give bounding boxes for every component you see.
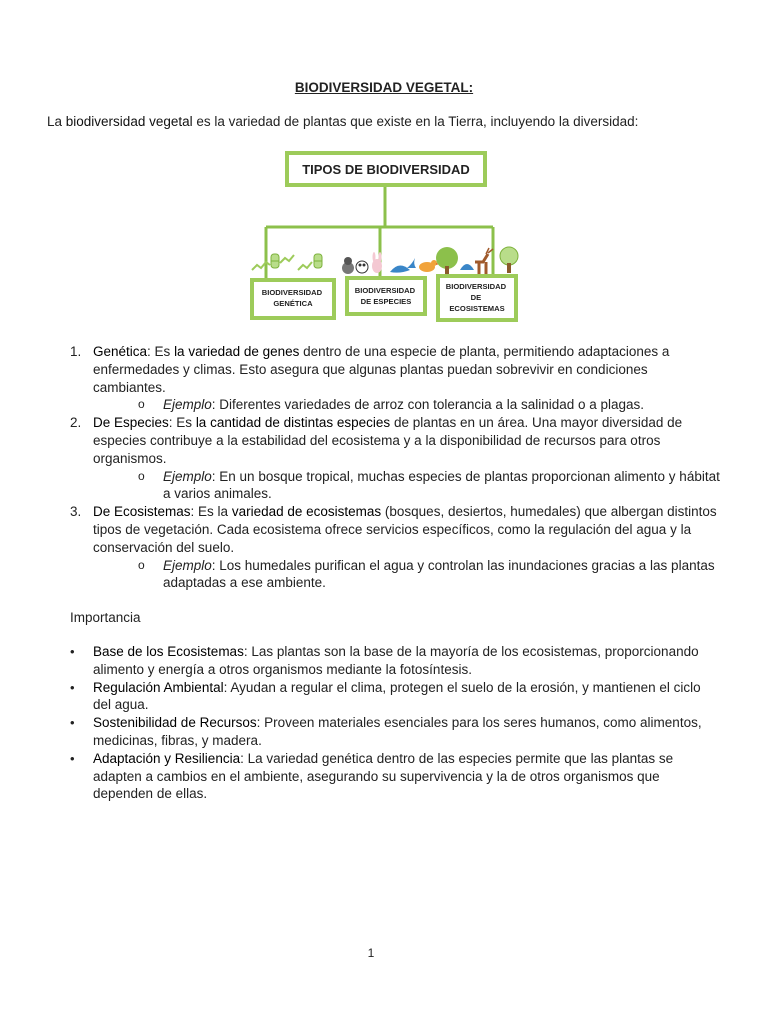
box-especies-line2: DE ESPECIES	[360, 297, 412, 306]
importance-item	[70, 714, 720, 750]
type-highlight: la cantidad de distintas especies	[195, 415, 391, 431]
type-sep: : Es	[147, 344, 175, 359]
intro-pre: La	[47, 114, 66, 129]
importance-term: Sostenibilidad de Recursos	[93, 715, 257, 731]
box-genetica-line2: GENÉTICA	[273, 299, 313, 308]
diagram-graphic	[250, 150, 520, 322]
importance-heading: Importancia	[70, 610, 141, 625]
document-title: BIODIVERSIDAD VEGETAL:	[294, 80, 474, 95]
bullet-marker: •	[70, 644, 75, 659]
example-label: Ejemplo	[163, 397, 212, 413]
type-term: Genética	[93, 344, 148, 359]
intro-term: biodiversidad vegetal	[65, 114, 193, 129]
type-highlight: la variedad de genes	[174, 344, 300, 359]
type-number: 2.	[70, 415, 82, 431]
example-marker: o	[138, 397, 145, 412]
example-item	[93, 557, 720, 593]
example-label: Ejemplo	[163, 557, 212, 573]
box-ecosistemas-line3: ECOSISTEMAS	[449, 304, 505, 313]
diagram-title: TIPOS DE BIODIVERSIDAD	[302, 162, 470, 177]
bullet-marker: •	[70, 715, 75, 731]
type-number: 3.	[70, 504, 82, 520]
importance-text: : Las plantas son la base de la mayoría de los ecosistemas, proporcionando alimento y energía a otros organismos mediante la fotosíntesis.	[93, 644, 699, 677]
importance-item	[70, 643, 720, 679]
type-highlight: variedad de ecosistemas	[231, 504, 382, 520]
bullet-marker: •	[70, 750, 75, 766]
animals-icon	[342, 252, 440, 274]
type-sep: : Es	[168, 415, 196, 431]
example-label: Ejemplo	[163, 468, 212, 484]
type-number: 1.	[70, 344, 82, 359]
chromosome-icon	[271, 254, 322, 270]
importance-term: Regulación Ambiental	[93, 679, 224, 695]
importance-term: Adaptación y Resiliencia	[93, 750, 241, 766]
importance-text: : La variedad genética dentro de las especies permite que las plantas se adapten a cambios en el ambiente, asegurando su supervivencia y la de otros organismos que dependen de ellas.	[93, 750, 674, 802]
example-marker: o	[138, 468, 145, 483]
intro-post: es la variedad de plantas que existe en la Tierra, incluyendo la diversidad:	[192, 114, 639, 129]
example-item	[93, 396, 720, 414]
example-text: : En un bosque tropical, muchas especies de plantas proporcionan alimento y hábitat a varios animales.	[163, 468, 720, 502]
type-item-genetica	[70, 343, 720, 414]
example-item	[93, 468, 720, 504]
type-description: (bosques, desiertos, humedales) que albergan distintos tipos de vegetación. Cada ecosistema ofrece servicios específicos, como la regulación del agua y la conservación del suelo.	[93, 504, 717, 555]
bullet-marker: •	[70, 679, 75, 695]
page-number: 1	[367, 946, 375, 960]
importance-list	[70, 643, 720, 803]
ecosystem-icon	[436, 247, 518, 275]
example-text: : Diferentes variedades de arroz con tolerancia a la salinidad o a plagas.	[211, 397, 645, 413]
importance-text: : Ayudan a regular el clima, protegen el suelo de la erosión, y mantienen el ciclo del agua.	[93, 679, 701, 713]
type-sep: : Es la	[190, 504, 232, 520]
importance-item	[70, 679, 720, 715]
type-description: de plantas en un área. Una mayor diversidad de especies contribuye a la estabilidad del ecosistema y a la disponibilidad de recursos para otros organismos.	[93, 415, 683, 466]
example-text: : Los humedales purifican el agua y controlan las inundaciones gracias a las plantas adaptadas a ese ambiente.	[163, 557, 715, 591]
type-item-especies	[70, 414, 720, 503]
box-ecosistemas-line2: DE	[470, 293, 482, 302]
biodiversity-types-diagram	[250, 150, 520, 322]
box-ecosistemas-line1: BIODIVERSIDAD	[445, 282, 507, 291]
importance-item	[70, 750, 720, 803]
box-especies	[347, 278, 425, 314]
type-item-ecosistemas	[70, 503, 720, 592]
type-term: De Especies	[93, 415, 169, 431]
type-description: dentro de una especie de planta, permitiendo adaptaciones a enfermedades y climas. Esto asegura que algunas plantas puedan sobrevivir en condiciones cambiantes.	[93, 344, 670, 395]
biodiversity-types-list	[70, 343, 720, 592]
example-marker: o	[138, 557, 145, 572]
box-especies-line1: BIODIVERSIDAD	[354, 286, 416, 295]
type-term: De Ecosistemas	[93, 504, 191, 520]
intro-paragraph	[47, 114, 747, 129]
box-genetica-line1: BIODIVERSIDAD	[261, 288, 323, 297]
importance-text: : Proveen materiales esenciales para los seres humanos, como alimentos, medicinas, fibras, y madera.	[93, 715, 702, 748]
importance-term: Base de los Ecosistemas	[93, 644, 244, 659]
